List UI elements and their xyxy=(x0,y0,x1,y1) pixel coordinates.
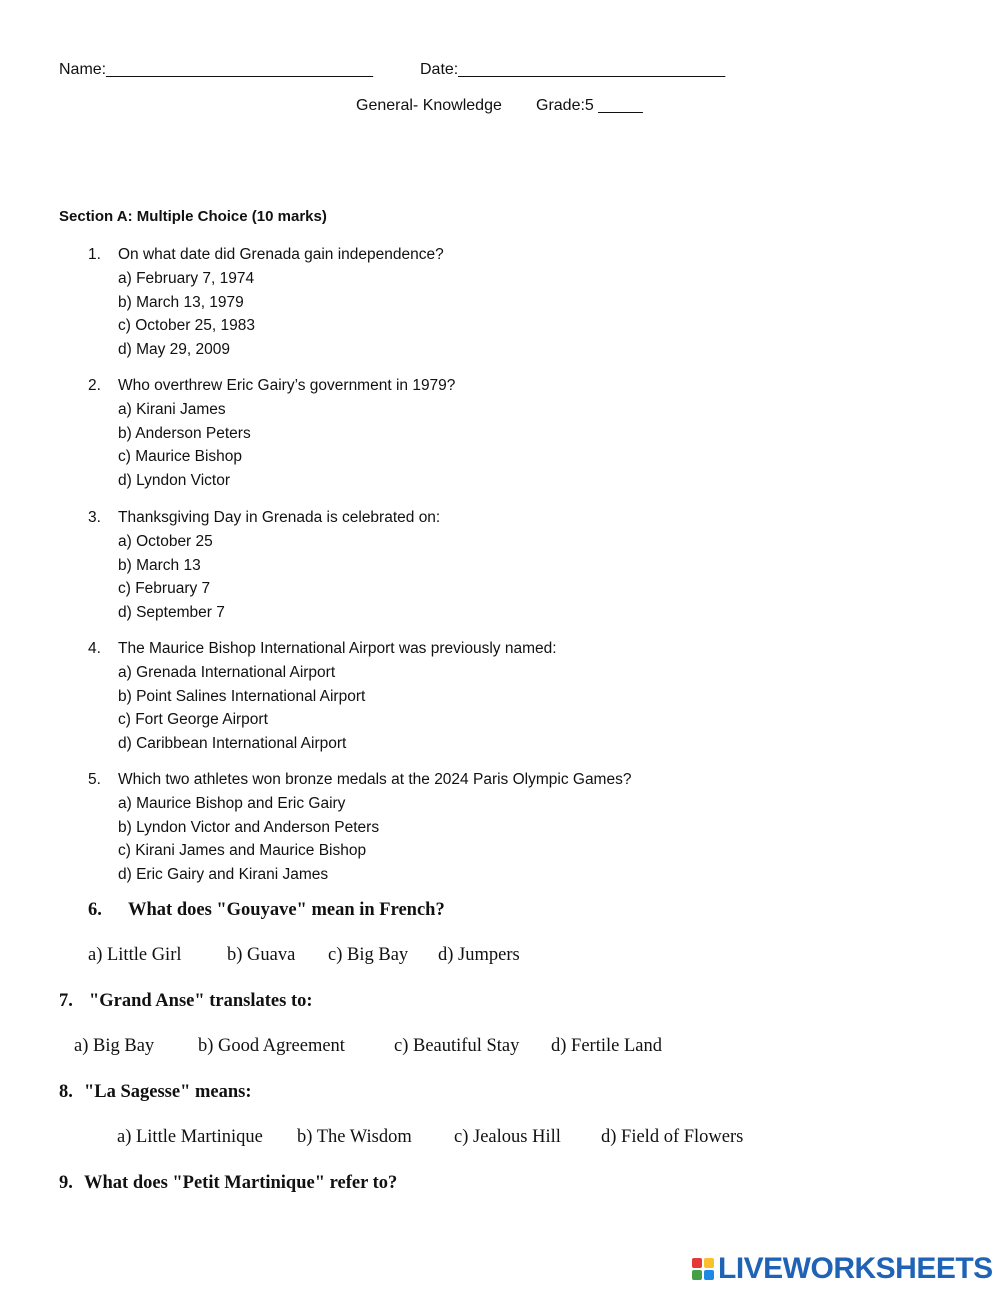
liveworksheets-wordmark: LIVEWORKSHEETS xyxy=(718,1252,993,1285)
option-c[interactable]: c) Kirani James and Maurice Bishop xyxy=(118,842,367,860)
liveworksheets-logo-icon xyxy=(692,1258,714,1280)
logo-square xyxy=(704,1270,714,1280)
option-d[interactable]: d) September 7 xyxy=(118,604,225,622)
question-number: 5. xyxy=(88,771,101,788)
grade-field[interactable]: Grade:5 _____ xyxy=(536,97,643,114)
question-6-number: 6. xyxy=(88,900,102,920)
option-a[interactable]: a) October 25 xyxy=(118,532,213,550)
option-a[interactable]: a) February 7, 1974 xyxy=(118,269,255,287)
question-2 xyxy=(88,374,455,493)
option-d[interactable]: d) Caribbean International Airport xyxy=(118,735,347,753)
question-8-text: "La Sagesse" means: xyxy=(84,1082,252,1102)
option-d[interactable]: d) May 29, 2009 xyxy=(118,341,231,359)
logo-square xyxy=(692,1270,702,1280)
question-3 xyxy=(88,506,440,625)
option-a[interactable]: a) Maurice Bishop and Eric Gairy xyxy=(118,794,346,812)
question-7-text: "Grand Anse" translates to: xyxy=(89,991,313,1011)
option-b[interactable]: b) March 13 xyxy=(118,556,201,574)
question-text: On what date did Grenada gain independence? xyxy=(118,246,444,263)
option-c[interactable]: c) February 7 xyxy=(118,580,211,598)
option-b[interactable]: b) March 13, 1979 xyxy=(118,293,244,311)
section-a-title: Section A: Multiple Choice (10 marks) xyxy=(59,208,327,225)
question-6-text: What does "Gouyave" mean in French? xyxy=(128,900,445,920)
q7-option-d[interactable]: d) Fertile Land xyxy=(551,1036,662,1056)
option-c[interactable]: c) Maurice Bishop xyxy=(118,448,243,466)
question-9-text: What does "Petit Martinique" refer to? xyxy=(84,1173,398,1193)
q7-option-c[interactable]: c) Beautiful Stay xyxy=(394,1036,520,1056)
q8-option-b[interactable]: b) The Wisdom xyxy=(297,1127,412,1147)
option-d[interactable]: d) Eric Gairy and Kirani James xyxy=(118,866,329,884)
option-a[interactable]: a) Kirani James xyxy=(118,400,226,418)
q6-option-c[interactable]: c) Big Bay xyxy=(328,945,409,965)
q6-option-d[interactable]: d) Jumpers xyxy=(438,945,520,965)
option-c[interactable]: c) October 25, 1983 xyxy=(118,317,255,335)
question-text: Which two athletes won bronze medals at the 2024 Paris Olympic Games? xyxy=(118,771,632,788)
logo-square xyxy=(692,1258,702,1268)
question-1 xyxy=(88,243,444,362)
question-number: 4. xyxy=(88,640,101,657)
logo-square xyxy=(704,1258,714,1268)
question-text: The Maurice Bishop International Airport was previously named: xyxy=(118,640,557,657)
question-7-number: 7. xyxy=(59,991,73,1011)
q8-option-d[interactable]: d) Field of Flowers xyxy=(601,1127,744,1147)
name-field[interactable]: Name:______________________________ xyxy=(59,61,374,78)
liveworksheets-logo xyxy=(692,1253,993,1285)
option-b[interactable]: b) Anderson Peters xyxy=(118,424,251,442)
question-8-number: 8. xyxy=(59,1082,73,1102)
option-b[interactable]: b) Lyndon Victor and Anderson Peters xyxy=(118,818,380,836)
question-text: Thanksgiving Day in Grenada is celebrated on: xyxy=(118,509,441,526)
question-text: Who overthrew Eric Gairy’s government in 1979? xyxy=(118,377,456,394)
q7-option-a[interactable]: a) Big Bay xyxy=(74,1036,155,1056)
question-number: 2. xyxy=(88,377,101,394)
question-4 xyxy=(88,637,557,756)
question-number: 1. xyxy=(88,246,101,263)
option-a[interactable]: a) Grenada International Airport xyxy=(118,663,336,681)
q8-option-a[interactable]: a) Little Martinique xyxy=(117,1127,263,1147)
subject-title: General- Knowledge xyxy=(356,97,502,114)
date-field[interactable]: Date:______________________________ xyxy=(420,61,726,78)
question-9-number: 9. xyxy=(59,1173,73,1193)
option-c[interactable]: c) Fort George Airport xyxy=(118,711,268,729)
option-d[interactable]: d) Lyndon Victor xyxy=(118,472,231,490)
q6-option-a[interactable]: a) Little Girl xyxy=(88,945,182,965)
q8-option-c[interactable]: c) Jealous Hill xyxy=(454,1127,561,1147)
option-b[interactable]: b) Point Salines International Airport xyxy=(118,687,366,705)
question-5 xyxy=(88,768,631,887)
question-number: 3. xyxy=(88,509,101,526)
q6-option-b[interactable]: b) Guava xyxy=(227,945,296,965)
q7-option-b[interactable]: b) Good Agreement xyxy=(198,1036,345,1056)
